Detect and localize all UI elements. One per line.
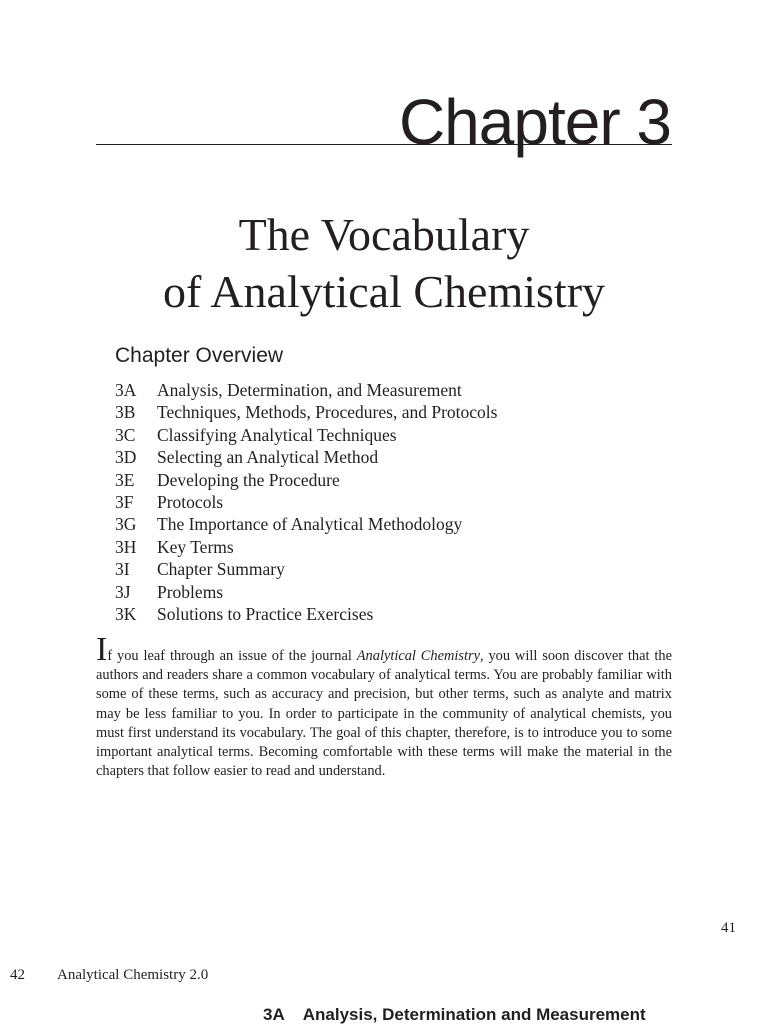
overview-item[interactable]	[115, 469, 497, 491]
running-head: Analytical Chemistry 2.0	[57, 967, 209, 983]
chapter-number: Chapter 3	[398, 86, 671, 158]
page-number-right: 41	[721, 920, 736, 936]
next-section-title: Analysis, Determination and Measurement	[302, 1005, 646, 1024]
overview-item-code: 3K	[115, 604, 137, 625]
overview-item[interactable]	[115, 424, 497, 446]
chapter-overview-list	[115, 379, 497, 625]
overview-item-code: 3J	[115, 581, 131, 602]
overview-item-title: Chapter Summary	[157, 559, 285, 580]
overview-item-code: 3I	[115, 559, 130, 580]
chapter-rule	[96, 144, 672, 145]
overview-item[interactable]	[115, 536, 497, 558]
overview-item-title: Analysis, Determination, and Measurement	[157, 380, 462, 400]
journal-name: Analytical Chemistry	[356, 648, 480, 664]
overview-item-code: 3C	[115, 424, 136, 445]
overview-item[interactable]	[115, 401, 497, 423]
intro-paragraph	[96, 631, 672, 781]
next-section-code: 3A	[263, 1005, 285, 1024]
overview-item[interactable]	[115, 581, 497, 603]
overview-item-code: 3A	[115, 380, 137, 400]
overview-item-code: 3F	[115, 492, 134, 513]
chapter-title-line-1: The Vocabulary	[238, 209, 530, 260]
overview-item-code: 3B	[115, 402, 136, 423]
overview-item-code: 3G	[115, 514, 137, 535]
overview-item[interactable]	[115, 491, 497, 513]
intro-text-start: f you leaf through an issue of the journal	[107, 648, 357, 664]
overview-item-title: Classifying Analytical Techniques	[157, 424, 397, 445]
intro-text-rest: , you will soon discover that the authors and readers share a common vocabulary of analytical terms. You are probably familiar with some of these terms, such as accuracy and precision, but other terms, such as analyte and matrix may be less familiar to you. In order to participate in the community of analytical chemists, you must first understand its vocabulary. The goal of this chapter, therefore, is to introduce you to some important analytical terms. Becoming comfortable with these terms will make the material in the chapters that follow easier to read and understand.	[96, 648, 672, 780]
overview-item-title: Key Terms	[157, 536, 234, 557]
overview-item[interactable]	[115, 446, 497, 468]
page-number-left: 42	[10, 967, 25, 983]
drop-cap: I	[96, 631, 108, 668]
overview-item[interactable]	[115, 603, 497, 625]
overview-item[interactable]	[115, 379, 497, 401]
chapter-overview-heading: Chapter Overview	[115, 344, 284, 367]
overview-item-title: Problems	[157, 581, 224, 602]
overview-item-code: 3E	[115, 469, 135, 490]
overview-item[interactable]	[115, 513, 497, 535]
overview-item-title: Solutions to Practice Exercises	[157, 604, 374, 625]
overview-item-title: Selecting an Analytical Method	[157, 447, 379, 468]
overview-item-title: Developing the Procedure	[157, 469, 340, 490]
overview-item-title: The Importance of Analytical Methodology	[157, 514, 463, 535]
overview-item-code: 3H	[115, 536, 137, 557]
overview-item[interactable]	[115, 558, 497, 580]
chapter-title-line-2: of Analytical Chemistry	[162, 266, 606, 317]
overview-item-code: 3D	[115, 447, 137, 468]
chapter-title	[96, 206, 672, 320]
overview-item-title: Protocols	[157, 492, 224, 513]
overview-item-title: Techniques, Methods, Procedures, and Protocols	[157, 402, 498, 423]
next-section-heading	[263, 1004, 646, 1026]
